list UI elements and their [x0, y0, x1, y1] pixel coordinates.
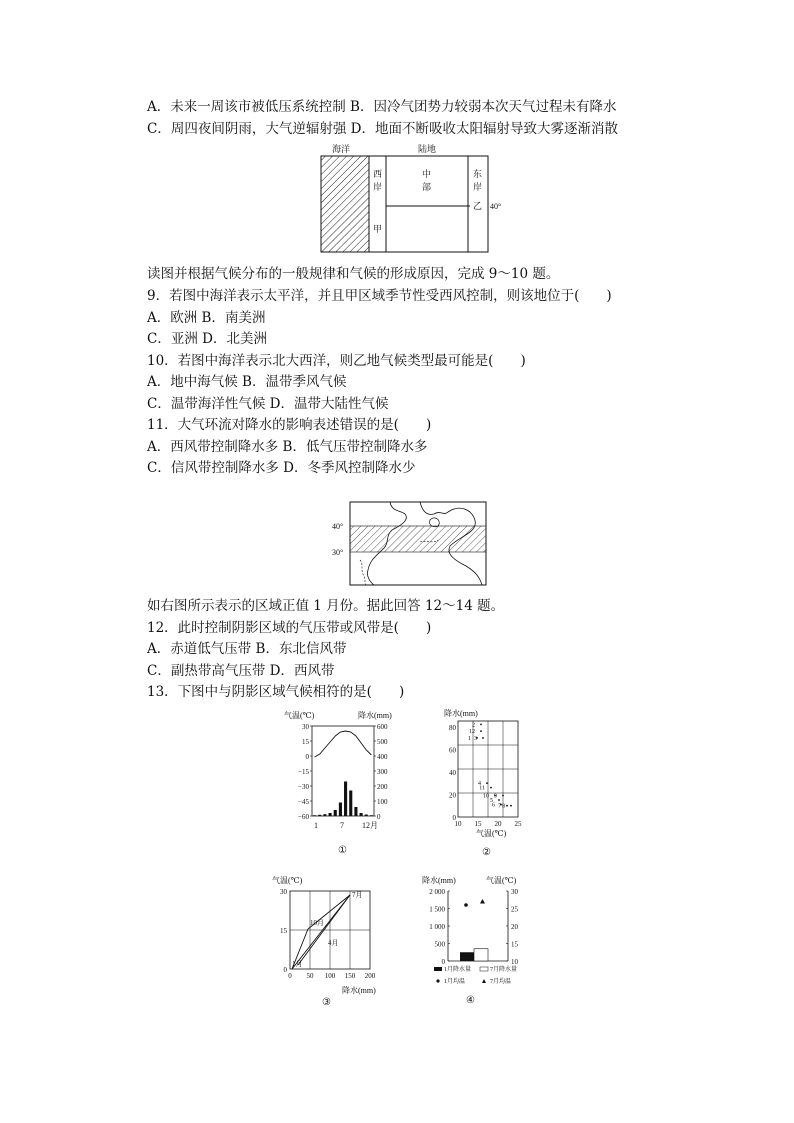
- c3-ytick: 15: [280, 927, 287, 935]
- c4-left-tick: 2 000: [429, 888, 445, 896]
- c2-point: [490, 787, 492, 789]
- option-line-ab: A．未来一周该市被低压系统控制 B．因冷气团势力较弱本次天气过程未有降水: [147, 99, 617, 115]
- c1-xtick-1: 1: [314, 821, 318, 830]
- c2-point: [502, 795, 504, 797]
- c3-ylabel: 气温(℃): [272, 876, 303, 885]
- q12-options-cd: C．副热带高气压带 D．西风带: [147, 663, 335, 679]
- c1-ylabel-right: 降水(mm): [358, 711, 392, 720]
- question-9: 9．若图中海洋表示太平洋，并且甲区域季节性受西风控制，则该地位于( ): [147, 288, 612, 304]
- c3-ytick: 30: [280, 888, 287, 896]
- c2-ytick: 20: [449, 791, 456, 800]
- c1-bar: [370, 815, 373, 816]
- c1-xtick-12: 12月: [362, 821, 378, 830]
- c1-right-tick: 400: [377, 753, 388, 761]
- c4-caption: ④: [466, 995, 475, 1006]
- region-map: [330, 500, 490, 588]
- c4-right-tick: 20: [511, 923, 518, 931]
- c1-bar: [354, 807, 357, 816]
- option-line-cd: C．周四夜间阴雨，大气逆辐射强 D．地面不断吸收太阳辐射导致大雾逐渐消散: [147, 121, 618, 137]
- label-land: 陆地: [418, 144, 437, 154]
- c4-ylabel-right: 气温(℃): [486, 876, 517, 885]
- c1-temp-curve: [315, 731, 372, 757]
- c2-ytick: 60: [449, 746, 456, 755]
- ocean-land-diagram: [318, 142, 518, 257]
- c1-left-tick: 15: [302, 738, 309, 746]
- q9-options-cd: C．亚洲 D．北美洲: [147, 331, 267, 347]
- c1-bar: [360, 813, 363, 816]
- c2-point: [486, 782, 488, 784]
- q10-options-ab: A．地中海气候 B．温带季风气候: [147, 374, 347, 390]
- c3-ytick: 0: [283, 966, 287, 974]
- c2-xtick: 15: [474, 820, 482, 828]
- c4-legend-jul-prec: 7月降水量: [490, 967, 518, 973]
- c2-point-label: 2: [472, 722, 475, 729]
- c4-ylabel-left: 降水(mm): [422, 876, 456, 885]
- c3-xtick: 200: [364, 972, 376, 980]
- c4-left-tick: 1 500: [429, 905, 445, 914]
- c2-point: [510, 805, 512, 807]
- c1-right-tick: 500: [377, 738, 388, 746]
- c1-right-tick: 600: [377, 723, 388, 731]
- c2-point-label: 3: [474, 735, 477, 742]
- c2-point-label: 7: [498, 803, 501, 810]
- c1-left-tick: −45: [298, 798, 309, 806]
- c1-bar: [323, 814, 326, 816]
- climate-chart-4: [420, 873, 535, 1008]
- c1-bar: [318, 815, 321, 816]
- c1-right-tick: 300: [377, 768, 388, 776]
- c3-xtick: 100: [324, 972, 336, 980]
- lat-40-label: 40°: [332, 522, 344, 531]
- c1-right-tick: 100: [377, 798, 388, 806]
- q9-options-ab: A．欧洲 B．南美洲: [147, 310, 266, 326]
- label-jia: 甲: [373, 224, 383, 234]
- lat-40: 40°: [490, 202, 502, 211]
- middle-1: 中: [422, 169, 432, 179]
- c3-oct: 10月: [310, 919, 324, 927]
- c1-bar: [365, 815, 368, 817]
- c4-legend-jan-prec: 1月降水量: [444, 967, 472, 973]
- label-ocean: 海洋: [332, 144, 351, 154]
- c2-point: [506, 805, 508, 807]
- c1-left-tick: 0: [305, 753, 309, 761]
- q11-options-cd: C．信风带控制降水多 D．冬季风控制降水少: [147, 460, 416, 476]
- c1-bar: [339, 803, 342, 817]
- c2-point-label: 10: [483, 793, 489, 800]
- c1-ylabel-left: 气温(℃): [284, 711, 315, 720]
- c1-left-tick: −60: [298, 813, 309, 821]
- c3-caption: ③: [322, 997, 331, 1008]
- east-1: 东: [473, 169, 483, 179]
- c4-right-tick: 30: [511, 888, 518, 896]
- c2-point: [480, 723, 482, 725]
- label-yi: 乙: [473, 201, 483, 211]
- c2-ytick: 0: [452, 814, 456, 822]
- c3-xtick: 50: [306, 972, 314, 980]
- c1-left-tick: 30: [302, 723, 309, 731]
- question-13: 13．下图中与阴影区域气候相符的是( ): [147, 684, 405, 700]
- c2-xtick: 20: [494, 820, 502, 828]
- q10-options-cd: C．温带海洋性气候 D．温带大陆性气候: [147, 396, 389, 412]
- c2-point-label: 8: [502, 803, 505, 810]
- question-10: 10．若图中海洋表示北大西洋，则乙地气候类型最可能是( ): [147, 353, 526, 369]
- c2-point-label: 6: [492, 802, 495, 809]
- c3-xtick: 0: [288, 972, 292, 980]
- c1-xtick-7: 7: [340, 821, 344, 830]
- c2-xlabel: 气温(℃): [476, 829, 507, 838]
- c2-point-label: 4: [478, 781, 481, 788]
- c1-bar: [334, 810, 337, 816]
- c2-point-label: 9: [494, 793, 497, 800]
- middle-2: 部: [422, 182, 432, 192]
- c4-left-tick: 500: [434, 940, 445, 949]
- c2-ytick: 80: [449, 724, 456, 732]
- c4-legend-jan-temp: 1月均温: [444, 979, 466, 985]
- c2-caption: ②: [482, 847, 491, 858]
- east-2: 岸: [473, 182, 483, 192]
- c2-point: [480, 730, 482, 732]
- c4-jul-temp-point: [480, 899, 485, 904]
- c2-point-label: 5: [490, 798, 493, 805]
- c3-xtick: 150: [344, 972, 356, 980]
- c2-point-label: 12: [469, 729, 475, 736]
- climate-chart-2: [440, 705, 540, 860]
- c3-jan: 1月: [292, 960, 303, 968]
- c1-bar: [344, 782, 347, 817]
- intro-9-10: 读图并根据气候分布的一般规律和气候的形成原因，完成 9～10 题。: [147, 266, 560, 282]
- climate-chart-1: [282, 708, 412, 858]
- west-1: 西: [373, 169, 383, 179]
- c4-bar-jul-precip: [474, 949, 488, 961]
- c2-ytick: 40: [449, 769, 456, 777]
- q11-options-ab: A．西风带控制降水多 B．低气压带控制降水多: [147, 439, 428, 455]
- c4-legend-jul-temp: 7月均温: [490, 979, 512, 985]
- c4-bar-jan-precip: [460, 952, 474, 961]
- c4-jan-temp-point: [464, 903, 468, 907]
- c1-right-tick: 200: [377, 783, 388, 791]
- climate-chart-3: [270, 873, 390, 1008]
- c1-left-tick: −15: [298, 768, 309, 776]
- question-11: 11．大气环流对降水的影响表述错误的是( ): [147, 417, 432, 433]
- intro-12-14: 如右图所示表示的区域正值 1 月份。据此回答 12～14 题。: [147, 598, 505, 614]
- c1-right-tick: 0: [377, 813, 381, 821]
- c1-bar: [349, 791, 352, 817]
- c3-apr: 4月: [328, 939, 339, 947]
- question-12: 12．此时控制阴影区域的气压带或风带是( ): [147, 620, 432, 636]
- c1-caption: ①: [338, 845, 347, 856]
- c3-xlabel: 降水(mm): [342, 986, 376, 995]
- c2-xtick: 25: [514, 820, 522, 828]
- c2-point: [498, 799, 500, 801]
- c4-left-tick: 1 000: [429, 923, 445, 931]
- c2-point-label: 11: [479, 785, 485, 792]
- q12-options-ab: A．赤道低气压带 B．东北信风带: [147, 641, 347, 657]
- c2-point-label: 1: [468, 735, 471, 742]
- c2-ylabel: 降水(mm): [444, 709, 478, 718]
- c1-bar: [313, 815, 316, 816]
- lat-30-label: 30°: [332, 548, 344, 557]
- c4-right-tick: 25: [511, 905, 518, 914]
- c2-xtick: 10: [454, 820, 462, 828]
- c4-right-tick: 10: [511, 958, 518, 966]
- c1-bar: [329, 813, 332, 816]
- c3-jul: 7月: [352, 891, 363, 899]
- c4-left-tick: 0: [441, 958, 445, 966]
- c1-left-tick: −30: [298, 783, 309, 791]
- west-2: 岸: [373, 182, 383, 192]
- c4-right-tick: 15: [511, 940, 518, 949]
- c2-point: [482, 737, 484, 739]
